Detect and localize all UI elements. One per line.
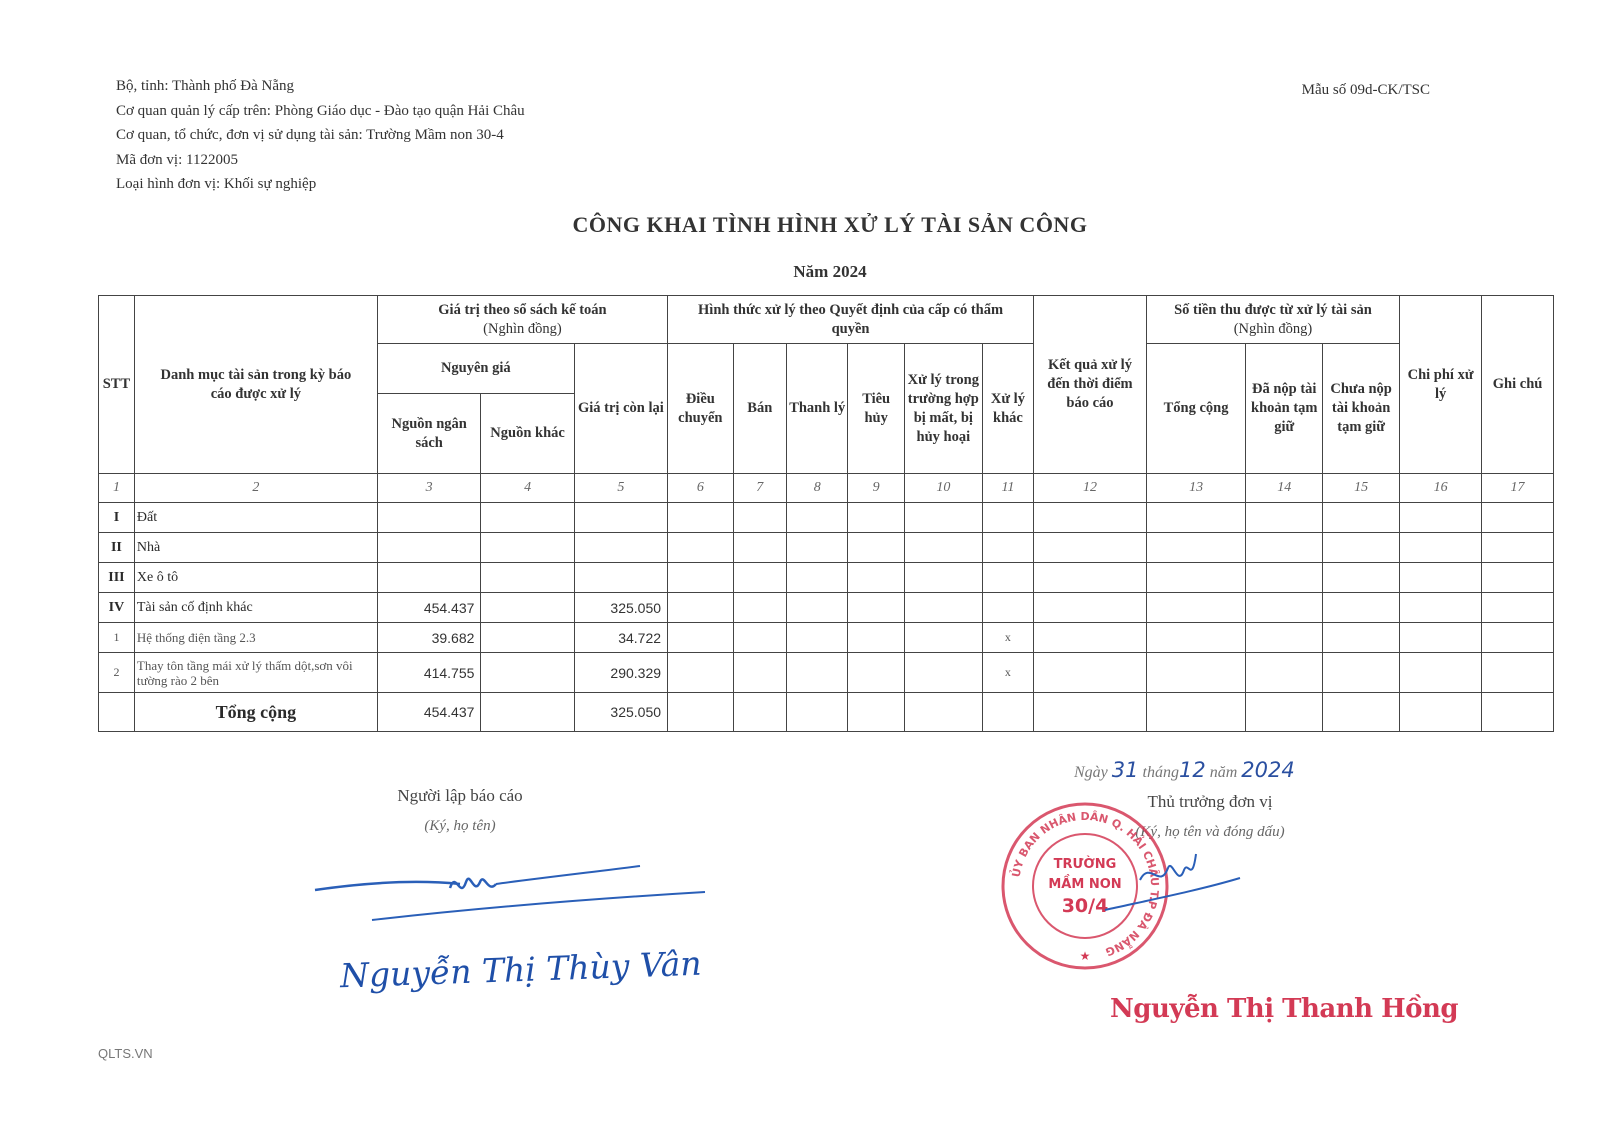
- budget-source-value: 414.755: [377, 653, 481, 693]
- col-num: 1: [99, 474, 135, 503]
- page-title: CÔNG KHAI TÌNH HÌNH XỬ LÝ TÀI SẢN CÔNG: [572, 212, 1088, 237]
- section-row-house: [99, 533, 1554, 563]
- unit-type-line: Loại hình đơn vị: Khối sự nghiệp: [116, 176, 317, 193]
- col-num: 5: [574, 474, 667, 503]
- section-name: Nhà: [134, 533, 377, 563]
- header-destruction: Tiêu hủy: [848, 344, 904, 474]
- section-row-land: [99, 503, 1554, 533]
- total-label: Tổng cộng: [134, 693, 377, 732]
- stamp-line-2: MẦM NON: [1048, 877, 1122, 892]
- unit-code-line: Mã đơn vị: 1122005: [116, 151, 238, 168]
- header-book-value: [377, 296, 667, 344]
- remaining-value: 290.329: [574, 653, 667, 693]
- header-disposal-form: Hình thức xử lý theo Quyết định của cấp có thẩm quyền: [668, 296, 1034, 344]
- budget-source-value: 454.437: [377, 593, 481, 623]
- section-number: III: [99, 563, 135, 593]
- header-book-value-unit: (Nghìn đồng): [483, 320, 562, 337]
- other-disposal-mark: x: [982, 653, 1033, 693]
- total-budget-source: 454.437: [377, 693, 481, 732]
- total-row: [99, 693, 1554, 732]
- sign-date: [1074, 758, 1295, 782]
- header-remaining-value: Giá trị còn lại: [574, 344, 667, 474]
- col-num: 4: [481, 474, 574, 503]
- stamp-star-icon: ★: [1079, 949, 1091, 963]
- other-disposal-mark: x: [982, 623, 1033, 653]
- col-num: 9: [848, 474, 904, 503]
- col-num: 3: [377, 474, 481, 503]
- preparer-subtitle: (Ký, họ tên): [424, 818, 496, 834]
- header-transfer: Điều chuyển: [668, 344, 734, 474]
- header-loss: Xử lý trong trường hợp bị mất, bị hủy hoại: [904, 344, 982, 474]
- header-total-proceeds: Tổng cộng: [1146, 344, 1245, 474]
- date-month-label: tháng: [1142, 764, 1179, 781]
- col-num: 12: [1034, 474, 1147, 503]
- unit-line: Cơ quan, tổ chức, đơn vị sử dụng tài sản: Trường Mầm non 30-4: [116, 127, 504, 144]
- header-stt: STT: [99, 296, 135, 474]
- province-line: Bộ, tỉnh: Thành phố Đà Nẵng: [116, 78, 295, 94]
- budget-source-value: [377, 533, 481, 563]
- col-num: 13: [1146, 474, 1245, 503]
- header-other-source: Nguồn khác: [481, 394, 574, 474]
- remaining-value: [574, 563, 667, 593]
- col-num: 14: [1246, 474, 1323, 503]
- item-number: 2: [99, 653, 135, 693]
- section-number: IV: [99, 593, 135, 623]
- director-name: Nguyễn Thị Thanh Hồng: [1110, 994, 1459, 1024]
- remaining-value: 34.722: [574, 623, 667, 653]
- section-name: Đất: [134, 503, 377, 533]
- date-month: 12: [1178, 758, 1206, 782]
- header-result: Kết quả xử lý đến thời điểm báo cáo: [1034, 296, 1147, 474]
- header-proceeds-unit: (Nghìn đồng): [1233, 320, 1313, 337]
- date-day: 31: [1111, 758, 1139, 782]
- director-title: Thủ trưởng đơn vị: [1147, 792, 1273, 811]
- col-num: 7: [733, 474, 786, 503]
- date-year-label: năm: [1209, 764, 1238, 781]
- date-year: 2024: [1241, 758, 1295, 782]
- table-row: [99, 653, 1554, 693]
- item-name: Thay tôn tầng mái xử lý thấm dột,sơn vôi tường rào 2 bên: [134, 653, 377, 693]
- stamp-line-3: 30/4: [1061, 895, 1109, 917]
- header-note: Ghi chú: [1482, 296, 1554, 474]
- header-original-cost: Nguyên giá: [377, 344, 574, 394]
- header-info: [116, 74, 525, 197]
- header-liquidation: Thanh lý: [786, 344, 848, 474]
- header-not-deposited: Chưa nộp tài khoản tạm giữ: [1323, 344, 1400, 474]
- header-proceeds-label: Số tiền thu được từ xử lý tài sản: [1174, 301, 1372, 318]
- budget-source-value: 39.682: [377, 623, 481, 653]
- section-name: Tài sản cố định khác: [134, 593, 377, 623]
- col-num: 17: [1482, 474, 1554, 503]
- date-day-label: Ngày: [1074, 764, 1108, 781]
- section-number: I: [99, 503, 135, 533]
- section-row-other-assets: [99, 593, 1554, 623]
- remaining-value: [574, 503, 667, 533]
- budget-source-value: [377, 503, 481, 533]
- asset-disposal-table: [98, 295, 1554, 732]
- director-signature-icon: [1100, 840, 1250, 920]
- header-sale: Bán: [733, 344, 786, 474]
- header-budget-source: Nguồn ngân sách: [377, 394, 481, 474]
- preparer-signature-icon: [310, 860, 720, 940]
- budget-source-value: [377, 563, 481, 593]
- director-subtitle: (Ký, họ tên và đóng dấu): [1135, 824, 1285, 840]
- preparer-name: Nguyễn Thị Thùy Vân: [339, 943, 703, 996]
- form-code: Mẫu số 09d-CK/TSC: [1301, 82, 1430, 98]
- stamp-ring-text: ỦY BAN NHÂN DÂN Q. HẢI CHÂU T.P ĐÀ NẴNG: [1009, 809, 1162, 959]
- col-num: 16: [1400, 474, 1482, 503]
- section-row-car: [99, 563, 1554, 593]
- col-num: 6: [668, 474, 734, 503]
- col-num: 2: [134, 474, 377, 503]
- section-number: II: [99, 533, 135, 563]
- column-number-row: [99, 474, 1554, 503]
- remaining-value: [574, 533, 667, 563]
- header-other: Xử lý khác: [982, 344, 1033, 474]
- preparer-title: Người lập báo cáo: [397, 786, 523, 805]
- report-year: Năm 2024: [793, 262, 867, 281]
- stamp-line-1: TRƯỜNG: [1053, 857, 1117, 872]
- remaining-value: 325.050: [574, 593, 667, 623]
- item-name: Hệ thống điện tầng 2.3: [134, 623, 377, 653]
- col-num: 15: [1323, 474, 1400, 503]
- item-number: 1: [99, 623, 135, 653]
- section-name: Xe ô tô: [134, 563, 377, 593]
- header-asset-list: Danh mục tài sản trong kỳ báo cáo được xử lý: [134, 296, 377, 474]
- table-row: [99, 623, 1554, 653]
- col-num: 8: [786, 474, 848, 503]
- header-book-value-label: Giá trị theo sổ sách kế toán: [438, 301, 607, 318]
- header-proceeds: [1146, 296, 1399, 344]
- total-remaining-value: 325.050: [574, 693, 667, 732]
- col-num: 11: [982, 474, 1033, 503]
- footer-watermark: QLTS.VN: [98, 1046, 153, 1061]
- header-deposited: Đã nộp tài khoản tạm giữ: [1246, 344, 1323, 474]
- col-num: 10: [904, 474, 982, 503]
- parent-agency-line: Cơ quan quản lý cấp trên: Phòng Giáo dục - Đào tạo quận Hải Châu: [116, 102, 525, 119]
- header-cost: Chi phí xử lý: [1400, 296, 1482, 474]
